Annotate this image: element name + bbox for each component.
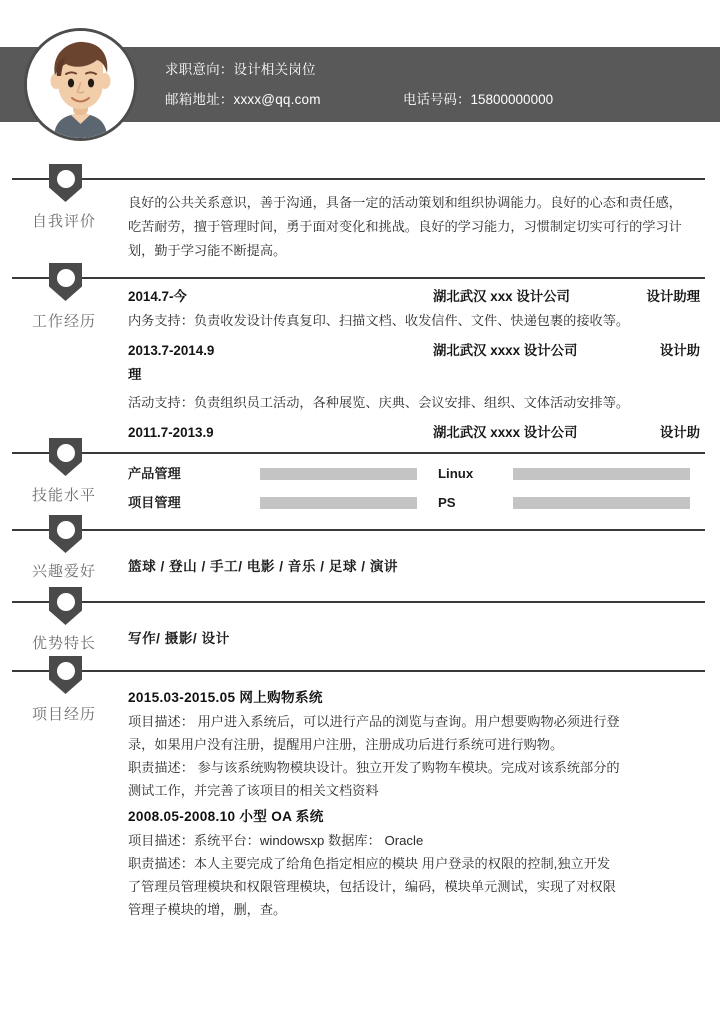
- job-objective: 求职意向：设计相关岗位: [165, 62, 316, 77]
- project-line: 项目描述： 用户进入系统后，可以进行产品的浏览与查询。用户想要购物必须进行登: [128, 714, 620, 729]
- work-date: 2014.7-今: [128, 289, 187, 304]
- self-evaluation-text: 良好的公共关系意识，善于沟通，具备一定的活动策划和组织协调能力。良好的心态和责任感，吃苦耐劳，擅于管理时间，勇于面对变化和挑战。良好的学习能力，习惯制定切实可行的学习计划，勤于学习能不断提高。: [128, 195, 682, 258]
- section-divider: [12, 178, 705, 180]
- project-line: 录，如果用户没有注册，提醒用户注册，注册成功后进行系统可进行购物。: [128, 737, 564, 752]
- project-line: 项目描述：系统平台：windowsxp 数据库： Oracle: [128, 833, 424, 848]
- skill-row: [128, 493, 700, 522]
- section-label-self-evaluation: 自我评价: [31, 213, 96, 230]
- project-line: 了管理员管理模块和权限管理模块，包括设计，编码，模块单元测试，实现了对权限: [128, 879, 616, 894]
- work-role-continued: 理: [128, 367, 142, 382]
- section-label-interests: 兴趣爱好: [31, 563, 96, 580]
- work-item: [128, 285, 700, 333]
- section-marker-icon: [49, 164, 82, 202]
- skill-name: Linux: [438, 466, 474, 481]
- work-company: 湖北武汉 xxxx 设计公司: [433, 425, 578, 440]
- section-divider: [12, 670, 705, 672]
- project-line: 管理子模块的增，删，查。: [128, 902, 287, 917]
- brand-logo-text: 办 公 资 源: [581, 19, 708, 40]
- skill-bar: [260, 497, 417, 509]
- work-experience-body: [128, 285, 700, 445]
- interests-body: [128, 556, 700, 578]
- work-item-header: [128, 285, 700, 309]
- phone-number: 电话号码：15800000000: [403, 92, 554, 107]
- email-address: 邮箱地址：xxxx@qq.com: [165, 92, 321, 107]
- skill-name: PS: [438, 495, 456, 510]
- work-description: 活动支持：负责组织员工活动，各种展览、庆典、会议安排、组织、文体活动安排等。: [128, 395, 630, 410]
- work-item-header: [128, 339, 700, 363]
- work-date: 2013.7-2014.9: [128, 343, 215, 358]
- avatar-illustration: [27, 31, 134, 138]
- work-description: 内务支持：负责收发设计传真复印、扫描文档、收发信件、文件、快递包裹的接收等。: [128, 313, 630, 328]
- section-marker-icon: [49, 656, 82, 694]
- project-title: 2008.05-2008.10 小型 OA 系统: [128, 809, 324, 824]
- work-item: [128, 421, 700, 445]
- project-item: [128, 685, 700, 802]
- section-marker-icon: [49, 263, 82, 301]
- project-line: 职责描述：本人主要完成了给角色指定相应的模块 用户登录的权限的控制,独立开发: [128, 856, 611, 871]
- skill-bar: [260, 468, 417, 480]
- section-marker-icon: [49, 515, 82, 553]
- section-divider: [12, 277, 705, 279]
- project-line: 测试工作，并完善了该项目的相关文档资料: [128, 783, 379, 798]
- work-item: [128, 339, 700, 415]
- skill-bar: [513, 468, 690, 480]
- work-role: 设计助: [659, 343, 700, 358]
- interests-text: 篮球 / 登山 / 手工/ 电影 / 音乐 / 足球 / 演讲: [128, 559, 399, 574]
- strengths-body: [128, 628, 700, 650]
- work-role: 设计助: [659, 425, 700, 440]
- avatar: [24, 28, 137, 141]
- project-item: [128, 804, 700, 921]
- header-contact-block: [165, 47, 705, 122]
- section-marker-icon: [49, 438, 82, 476]
- projects-body: [128, 685, 700, 921]
- section-divider: [12, 452, 705, 454]
- section-divider: [12, 529, 705, 531]
- project-title: 2015.03-2015.05 网上购物系统: [128, 690, 323, 705]
- section-divider: [12, 601, 705, 603]
- skill-name: 项目管理: [128, 495, 181, 510]
- work-role: 设计助理: [646, 289, 700, 304]
- section-label-strengths: 优势特长: [31, 635, 96, 652]
- skill-row: [128, 464, 700, 493]
- work-date: 2011.7-2013.9: [128, 425, 214, 440]
- strengths-text: 写作/ 摄影/ 设计: [128, 631, 230, 646]
- work-company: 湖北武汉 xxx 设计公司: [433, 289, 570, 304]
- work-company: 湖北武汉 xxxx 设计公司: [433, 343, 578, 358]
- section-label-skills: 技能水平: [31, 487, 96, 504]
- work-item-header: [128, 421, 700, 445]
- skills-body: [128, 464, 700, 522]
- section-label-projects: 项目经历: [31, 706, 96, 723]
- section-label-work-experience: 工作经历: [31, 313, 96, 330]
- section-marker-icon: [49, 587, 82, 625]
- project-line: 职责描述： 参与该系统购物模块设计。独立开发了购物车模块。完成对该系统部分的: [128, 760, 620, 775]
- self-evaluation-body: [128, 191, 682, 263]
- section-skills: [0, 452, 720, 510]
- skill-name: 产品管理: [128, 466, 181, 481]
- skill-bar: [513, 497, 690, 509]
